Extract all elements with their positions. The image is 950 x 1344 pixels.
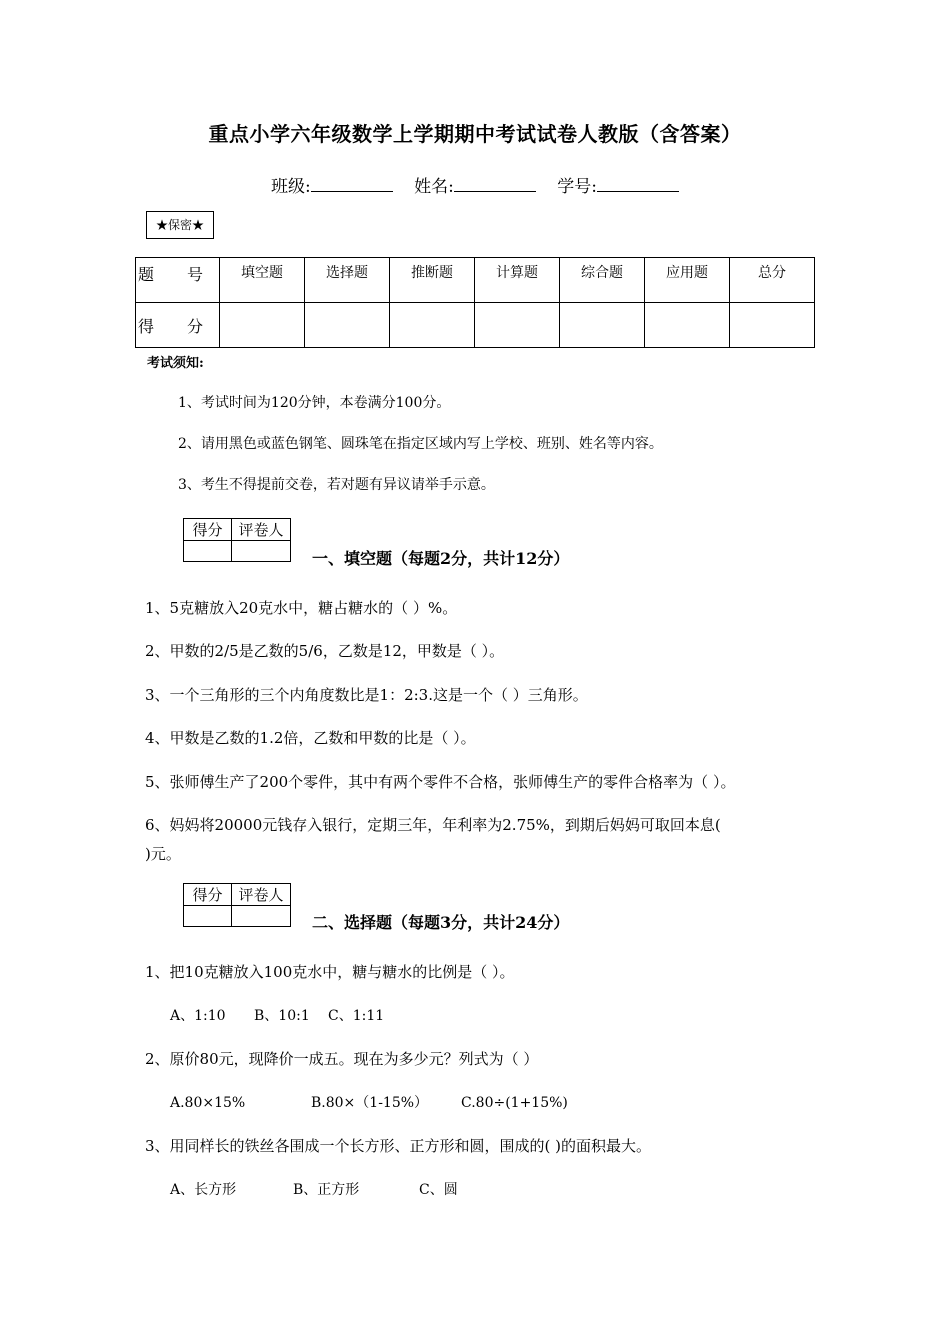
student-id-label: 学号: bbox=[557, 177, 597, 197]
notice-item: 2、请用黑色或蓝色钢笔、圆珠笔在指定区域内写上学校、班别、姓名等内容。 bbox=[178, 436, 663, 452]
notice-title: 考试须知: bbox=[147, 356, 204, 371]
section-title: 一、填空题（每题2分，共计12分） bbox=[312, 549, 570, 568]
option[interactable]: A.80×15% bbox=[170, 1095, 246, 1111]
score-cell[interactable] bbox=[305, 303, 390, 348]
grader-score-label: 得分 bbox=[184, 884, 232, 906]
score-cell[interactable] bbox=[220, 303, 305, 348]
question: 4、甲数是乙数的1.2倍，乙数和甲数的比是（ ）。 bbox=[145, 729, 476, 747]
class-label: 班级: bbox=[270, 177, 311, 197]
col-judgment: 推断题 bbox=[390, 258, 475, 303]
page-title: 重点小学六年级数学上学期期中考试试卷人教版（含答案） bbox=[208, 122, 742, 146]
section-title: 二、选择题（每题3分，共计24分） bbox=[312, 913, 570, 932]
score-cell[interactable] bbox=[730, 303, 815, 348]
option[interactable]: B.80×（1-15%） bbox=[311, 1095, 429, 1111]
option[interactable]: C、圆 bbox=[419, 1182, 458, 1198]
col-fill-blank: 填空题 bbox=[220, 258, 305, 303]
name-field[interactable] bbox=[414, 172, 536, 197]
score-table bbox=[135, 257, 815, 348]
question: 2、甲数的2/5是乙数的5/6，乙数是12，甲数是（ ）。 bbox=[145, 642, 505, 660]
notice-item: 1、考试时间为120分钟，本卷满分100分。 bbox=[178, 395, 451, 411]
name-label: 姓名: bbox=[414, 177, 454, 197]
question: 1、把10克糖放入100克水中，糖与糖水的比例是（ ）。 bbox=[145, 963, 515, 981]
grader-name-cell[interactable] bbox=[232, 541, 291, 562]
notice-item: 3、考生不得提前交卷，若对题有异议请举手示意。 bbox=[178, 477, 495, 493]
option[interactable]: A、长方形 bbox=[170, 1182, 237, 1198]
question: 1、5克糖放入20克水中，糖占糖水的（ ）%。 bbox=[145, 599, 458, 617]
grader-score-cell[interactable] bbox=[184, 541, 232, 562]
grader-score-cell[interactable] bbox=[184, 906, 232, 927]
student-id-field[interactable] bbox=[557, 172, 679, 197]
options-row bbox=[170, 1092, 568, 1112]
option[interactable]: C.80÷(1+15%) bbox=[461, 1095, 568, 1111]
score-row-label: 得 分 bbox=[136, 303, 220, 348]
grader-name-cell[interactable] bbox=[232, 906, 291, 927]
question: 3、用同样长的铁丝各围成一个长方形、正方形和圆，围成的( )的面积最大。 bbox=[145, 1137, 652, 1155]
option[interactable]: A、1:10 bbox=[170, 1008, 226, 1024]
question-number-label: 题 号 bbox=[136, 258, 220, 303]
score-table-header-row bbox=[136, 258, 815, 303]
student-info-line bbox=[0, 172, 950, 197]
question: 6、妈妈将20000元钱存入银行，定期三年，年利率为2.75%，到期后妈妈可取回本息( bbox=[145, 816, 721, 834]
score-cell[interactable] bbox=[475, 303, 560, 348]
option[interactable]: B、10:1 bbox=[254, 1008, 310, 1024]
col-comprehensive: 综合题 bbox=[560, 258, 645, 303]
grader-name-label: 评卷人 bbox=[232, 884, 291, 906]
col-calculation: 计算题 bbox=[475, 258, 560, 303]
score-cell[interactable] bbox=[560, 303, 645, 348]
col-total: 总分 bbox=[730, 258, 815, 303]
class-blank[interactable] bbox=[311, 176, 393, 192]
question: 2、原价80元，现降价一成五。现在为多少元？列式为（ ） bbox=[145, 1050, 539, 1068]
grader-score-label: 得分 bbox=[184, 519, 232, 541]
col-choice: 选择题 bbox=[305, 258, 390, 303]
class-field[interactable] bbox=[271, 172, 393, 197]
grader-box bbox=[183, 883, 291, 927]
score-table-score-row bbox=[136, 303, 815, 348]
option[interactable]: B、正方形 bbox=[293, 1182, 360, 1198]
student-id-blank[interactable] bbox=[597, 176, 679, 192]
col-application: 应用题 bbox=[645, 258, 730, 303]
options-row bbox=[170, 1005, 384, 1025]
name-blank[interactable] bbox=[454, 176, 536, 192]
question-continuation: )元。 bbox=[145, 845, 181, 863]
options-row bbox=[170, 1179, 458, 1199]
grader-box bbox=[183, 518, 291, 562]
score-cell[interactable] bbox=[390, 303, 475, 348]
score-cell[interactable] bbox=[645, 303, 730, 348]
confidential-badge: ★保密★ bbox=[146, 211, 214, 239]
grader-name-label: 评卷人 bbox=[232, 519, 291, 541]
question: 3、一个三角形的三个内角度数比是1：2:3.这是一个（ ）三角形。 bbox=[145, 686, 588, 704]
question: 5、张师傅生产了200个零件，其中有两个零件不合格，张师傅生产的零件合格率为（ ）。 bbox=[145, 773, 736, 791]
option[interactable]: C、1:11 bbox=[328, 1008, 385, 1024]
